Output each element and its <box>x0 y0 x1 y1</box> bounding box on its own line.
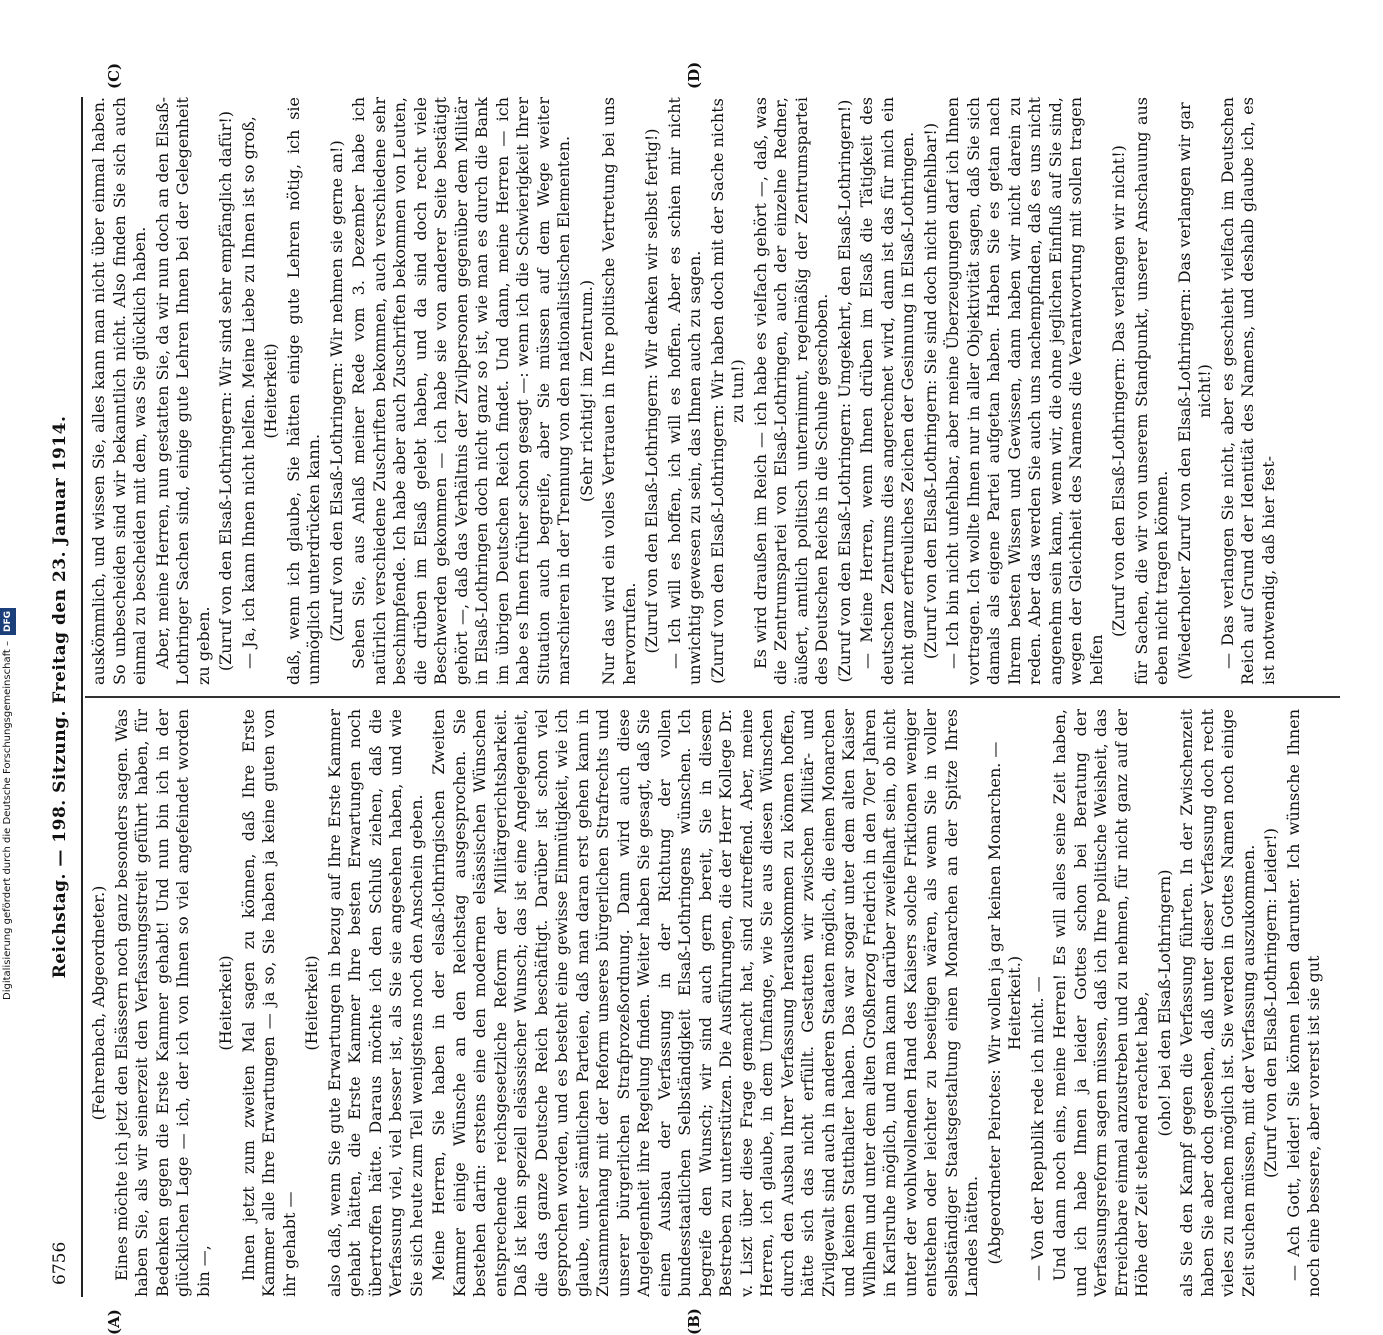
paragraph: als Sie den Kampf gegen die Verfassung führten. In der Zwischenzeit haben Sie aber doch gesehen, daß unter dieser Verfassung doch recht vieles zu machen möglich ist. Sie werden in Gottes Namen noch einige Zeit suchen müssen, mit der Verfassung auszukommen. <box>1177 709 1258 1297</box>
paragraph: — Ja, ich kann Ihnen nicht helfen. Meine Liebe zu Ihnen ist so groß, <box>238 116 258 669</box>
paragraph: Eines möchte ich jetzt den Elsässern noch ganz besonders sagen. Was haben Sie, als wir seinerzeit den Verfassungsstreit geführt haben, für Bedenken gegen die Erste Kammer gehabt! Und nun bin ich in der glücklichen Lage — ich, der ich von Ihnen so viel angefeindet worden bin —, <box>111 709 213 1297</box>
interjection: (Zuruf von den Elsaß-Lothringern: Wir haben doch mit der Sache nichts zu tun!) <box>707 98 747 684</box>
page-header <box>45 97 75 1297</box>
paragraph: daß, wenn ich glaube, Sie hätten einige gute Lehren nötig, ich sie unmöglich unterdrücken kann. <box>283 97 323 685</box>
header-rule <box>81 97 83 1297</box>
paragraph: Aber, meine Herren, nun gestatten Sie, da wir nun doch an den Elsaß-Lothringer Sachen sind, einige gute Lehren Ihnen bei der Gelegenheit zu geben. <box>152 97 213 685</box>
margin-mark-a: (A) <box>105 1309 123 1335</box>
interjection: (oho! bei den Elsaß-Lothringern) <box>1154 869 1174 1137</box>
margin-mark-c: (C) <box>105 62 123 89</box>
interjection: (Wiederholter Zuruf von den Elsaß-Lothringern: Das verlangen wir gar nicht!) <box>1174 102 1214 680</box>
interjection: (Heiterkeit) <box>216 955 235 1051</box>
margin-mark-b: (B) <box>685 1308 703 1335</box>
page-title: Reichstag. — 198. Sitzung. Freitag den 23. Januar 1914. <box>50 415 70 979</box>
paragraph: Ihnen jetzt zum zweiten Mal sagen zu können, daß Ihre Erste Kammer alle Ihre Erwartungen — ja so, Sie haben ja keine guten von ihr gehabt — <box>238 709 299 1297</box>
paragraph: — Das verlangen Sie nicht, aber es geschieht vielfach im Deutschen Reich auf Grund der Identität des Namens, und deshalb glaube ich, es ist notwendig, daß hier fest- <box>1217 97 1278 685</box>
paragraph: für Sachen, die wir von unserem Standpunkt, unserer Anschauung aus eben nicht tragen können. <box>1131 97 1171 685</box>
interjection: (Heiterkeit) <box>302 955 321 1051</box>
interjection: (Zuruf von den Elsaß-Lothringern: Wir nehmen sie gerne an!) <box>326 140 346 642</box>
paragraph: auskömmlich, und wissen Sie, alles kann man nicht über einmal haben. So unbescheiden sind wir bekanntlich nicht. Also finden Sie sich auch einmal zu bescheiden mit dem, was Sie glücklich haben. <box>89 97 149 685</box>
paragraph: Und dann noch eins, meine Herren! Es will alles seine Zeit haben, und ich habe Ihnen ja leider Gottes schon bei Beratung der Verfassungsreform sagen müssen, daß ich Ihre politische Weisheit, das Erreichbare einmal anzustreben und zu nehmen, für nicht ganz auf der Höhe der Zeit stehend erachtet habe, <box>1050 709 1151 1297</box>
interjection: (Zuruf von den Elsaß-Lothringern: Wir denken wir selbst fertig!) <box>642 128 661 654</box>
margin-mark-d: (D) <box>685 61 703 89</box>
interjection: (Zuruf von den Elsaß-Lothringern: Leider!) <box>1261 828 1280 1178</box>
paragraph: Meine Herren, Sie haben in der elsaß-lothringischen Zweiten Kammer einige Wünsche an den Reichstag ausgesprochen. Sie bestehen darin: erstens eine den modernen elsässischen Wünschen entsprechende reichsgesetzliche Reform der Militärgerichtsbarkeit. Daß ist kein speziell elsässischer Wunsch; das ist eine Angelegenheit, die das ganze Deutsche Reich beschäftigt. Darüber ist schon viel gesprochen worden, und es besteht eine gewisse Einmütigkeit, wie ich glaube, unter sämtlichen Parteien, daß man daran erst gehen kann in Zusammenhang mit der Reform unseres bürgerlichen Strafrechts und unserer bürgerlichen Strafprozeßordnung. Dann wird auch diese Angelegenheit ihre Regelung finden. Weiter haben Sie gesagt, daß Sie einen Ausbau der Verfassung in der Richtung der vollen bundesstaatlichen Selbständigkeit Elsaß-Lothringens wünschen. Ich begreife den Wunsch; wir sind auch gern bereit, Sie in diesem Bestreben zu unterstützen. Die Ausführungen, die der Herr Kollege Dr. v. Liszt über diese Frage gemacht hat, sind zutreffend. Aber, meine Herren, ich glaube, in dem Umfange, wie Sie aus diesen Wünschen durch den Ausbau Ihrer Verfassung herauskommen zu können hoffen, hätte sich das nicht erfüllt. Gestatten wir zwischen Militär- und Zivilgewalt sind auch in anderen Staaten möglich, die einen Monarchen und keinen Statthalter haben. Das war sogar unter dem alten Kaiser Wilhelm und unter dem alten Großherzog Friedrich in den 70er Jahren in Karlsruhe möglich, und man kann darüber zweifelhaft sein, ob nicht unter der wohlwollenden Hand des Kaisers solche Friktionen weniger entstehen oder leichter zu beseitigen wären, als wenn Sie in voller selbständiger Staatsgestaltung einen Monarchen an der Spitze Ihres Landes hätten. <box>429 709 981 1297</box>
interjection: (Fehrenbach, Abgeordneter.) <box>89 885 108 1121</box>
paragraph: — Ich bin nicht unfehlbar, aber meine Überzeugungen darf ich Ihnen vortragen. Ich wollte Ihnen nur in aller Objektivität sagen, daß Sie sich damals als eigene Partei aufgetan haben. Haben Sie es getan nach Ihrem besten Wissen und Gewissen, dann haben wir nicht darein zu reden. Aber das werden Sie auch uns nachempfinden, daß es uns nicht angenehm sein kann, wenn wir, die ohne jeglichen Einfluß auf Sie sind, wegen der Gleichheit des Namens die Verantwortung mit sollen tragen helfen <box>943 97 1106 685</box>
interjection: (Heiterkeit) <box>261 343 280 439</box>
paragraph: Es wird draußen im Reich — ich habe es vielfach gehört —, daß, was die Zentrumspartei von Elsaß-Lothringen, auch der einzelne Redner, äußert, amtlich politisch unternimmt, regelmäßig der Zentrumspartei des Deutschen Reichs in die Schuhe geschoben. <box>750 97 831 685</box>
footer-text: Digitalisierung gefördert durch die Deutsche Forschungsgemeinschaft – <box>2 640 13 1000</box>
left-column <box>89 709 1337 1297</box>
interjection: (Abgeordneter Peirotes: Wir wollen ja gar keinen Monarchen. — Heiterkeit.) <box>984 741 1024 1265</box>
dfg-logo: DFG <box>0 608 16 635</box>
paragraph: — Ich will es hoffen, ich will es hoffen. Aber es schien mir nicht unwichtig gewesen zu sein, das Ihnen auch zu sagen. <box>664 97 704 685</box>
paragraph: Sehen Sie, aus Anlaß meiner Rede vom 3. Dezember habe ich natürlich verschiedene Zuschriften bekommen, auch verschiedene sehr beschimpfende. Ich habe aber auch Zuschriften bekommen von Leuten, die drüben im Elsaß gelebt haben, und da sind doch recht viele Beschwerden gekommen — ich habe sie von anderer Seite bestätigt gehört —, daß das Verhältnis der Zivilpersonen gegenüber dem Militär in Elsaß-Lothringen doch nicht ganz so ist, wie man es durch die Bank im übrigen Deutschen Reich findet. Und dann, meine Herren — ich habe es Ihnen früher schon gesagt —: wenn ich die Schwierigkeit Ihrer Situation auch begreife, aber Sie müssen auf dem Wege weiter marschieren in der Trennung von den nationalistischen Elementen. <box>349 97 573 685</box>
right-column <box>89 97 1337 685</box>
paragraph: — Ach Gott, leider! Sie können leben darunter. Ich wünsche Ihnen noch eine bessere, aber vorerst ist sie gut <box>1283 709 1323 1297</box>
paragraph: — Meine Herren, wenn Ihnen drüben im Elsaß die Tätigkeit des deutschen Zentrums dies angerechnet wird, dann ist das für mich ein nicht ganz erfreuliches Zeichen der Gesinnung in Elsaß-Lothringen. <box>857 97 917 685</box>
paragraph: — Von der Republik rede ich nicht. — <box>1027 976 1047 1281</box>
rotated-page-content <box>45 61 1340 1335</box>
paragraph: Nur das wird ein volles Vertrauen in Ihre politische Vertretung bei uns hervorrufen. <box>599 97 639 685</box>
page-number: 6756 <box>50 1241 70 1285</box>
interjection: (Zuruf von den Elsaß-Lothringern: Umgekehrt, den Elsaß-Lothringern!) <box>834 99 854 683</box>
interjection: (Zuruf von den Elsaß-Lothringern: Das verlangen wir nicht!) <box>1109 145 1128 637</box>
paragraph: also daß, wenn Sie gute Erwartungen in bezug auf Ihre Erste Kammer gehabt hätten, die Erste Kammer Ihre besten Erwartungen noch übertroffen hätte. Daraus möchte ich den Schluß ziehen, daß die Verfassung viel, viel besser ist, als Sie sie angesehen haben, und wie Sie sich heute zum Teil wenigstens noch den Anschein geben. <box>324 709 426 1297</box>
interjection: (Zuruf von den Elsaß-Lothringern: Wir sind sehr empfänglich dafür!) <box>216 110 235 672</box>
digitization-footer <box>0 0 16 1000</box>
interjection: (Zuruf von den Elsaß-Lothringern: Sie sind doch nicht unfehlbar!) <box>920 122 940 660</box>
interjection: (Sehr richtig! im Zentrum.) <box>576 279 596 503</box>
column-divider <box>85 696 1340 698</box>
